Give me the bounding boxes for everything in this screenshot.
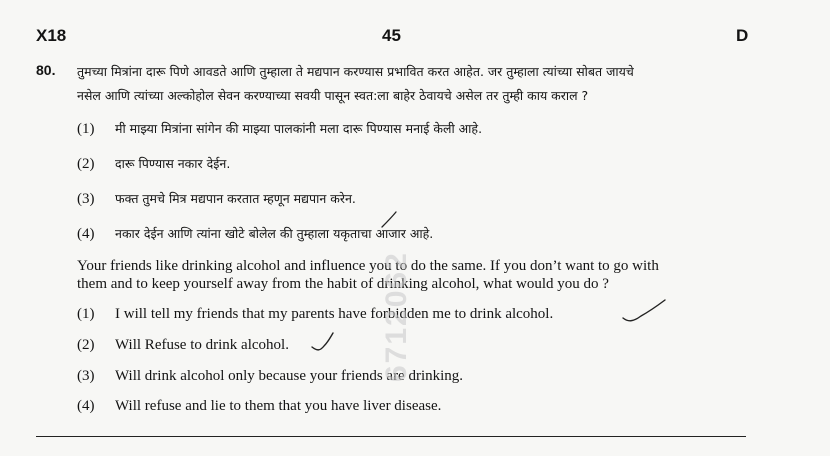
page-number: 45 — [382, 26, 401, 45]
option-text: Will drink alcohol only because your friends are drinking. — [115, 368, 464, 384]
question-number: 80. — [36, 62, 56, 78]
bottom-rule — [36, 436, 746, 437]
option-text: Will refuse and lie to them that you have liver disease. — [115, 398, 442, 414]
option-text: मी माझ्या मित्रांना सांगेन की माझ्या पालकांनी मला दारू पिण्यास मनाई केली आहे. — [115, 121, 483, 136]
english-option-3 — [77, 367, 463, 385]
option-number: (3) — [77, 368, 95, 384]
option-text: फक्त तुमचे मित्र मद्यपान करतात म्हणून मद्यपान करेन. — [115, 191, 356, 206]
english-option-4 — [77, 397, 441, 415]
english-option-2 — [77, 336, 289, 354]
option-number: (4) — [77, 226, 95, 242]
question-english-line-2: them and to keep yourself away from the habit of drinking alcohol, what would you do ? — [77, 276, 609, 292]
watermark-text: 6712062 — [380, 251, 413, 382]
option-number: (1) — [77, 121, 95, 137]
option-number: (4) — [77, 398, 95, 414]
option-number: (2) — [77, 337, 95, 353]
set-label: D — [736, 26, 749, 45]
option-text: I will tell my friends that my parents have forbidden me to drink alcohol. — [115, 306, 554, 322]
english-option-1 — [77, 305, 553, 323]
paper-code: X18 — [36, 26, 67, 45]
question-marathi-line-1: तुमच्या मित्रांना दारू पिणे आवडते आणि तुम्हाला ते मद्यपान करण्यास प्रभावित करत आहेत. जर तुम्हाला त्यांच्या सोबत जायचे — [77, 64, 634, 79]
marathi-option-1 — [77, 120, 482, 138]
option-text: Will Refuse to drink alcohol. — [115, 337, 289, 353]
option-number: (2) — [77, 156, 95, 172]
option-text: दारू पिण्यास नकार देईन. — [115, 156, 231, 171]
question-marathi-line-2: नसेल आणि त्यांच्या अल्कोहोल सेवन करण्याच्या सवयी पासून स्वत:ला बाहेर ठेवायचे असेल तर तुम्ही काय कराल ? — [77, 88, 589, 103]
option-number: (3) — [77, 191, 95, 207]
tick-mark-icon — [623, 300, 665, 321]
option-number: (1) — [77, 306, 95, 322]
marathi-option-4 — [77, 225, 433, 243]
marathi-option-2 — [77, 155, 230, 173]
option-text: नकार देईन आणि त्यांना खोटे बोलेल की तुम्हाला यकृताचा आजार आहे. — [115, 226, 434, 241]
marathi-option-3 — [77, 190, 356, 208]
tick-mark-icon — [312, 333, 333, 350]
question-english-line-1: Your friends like drinking alcohol and influence you to do the same. If you don’t want to go with — [77, 258, 659, 274]
